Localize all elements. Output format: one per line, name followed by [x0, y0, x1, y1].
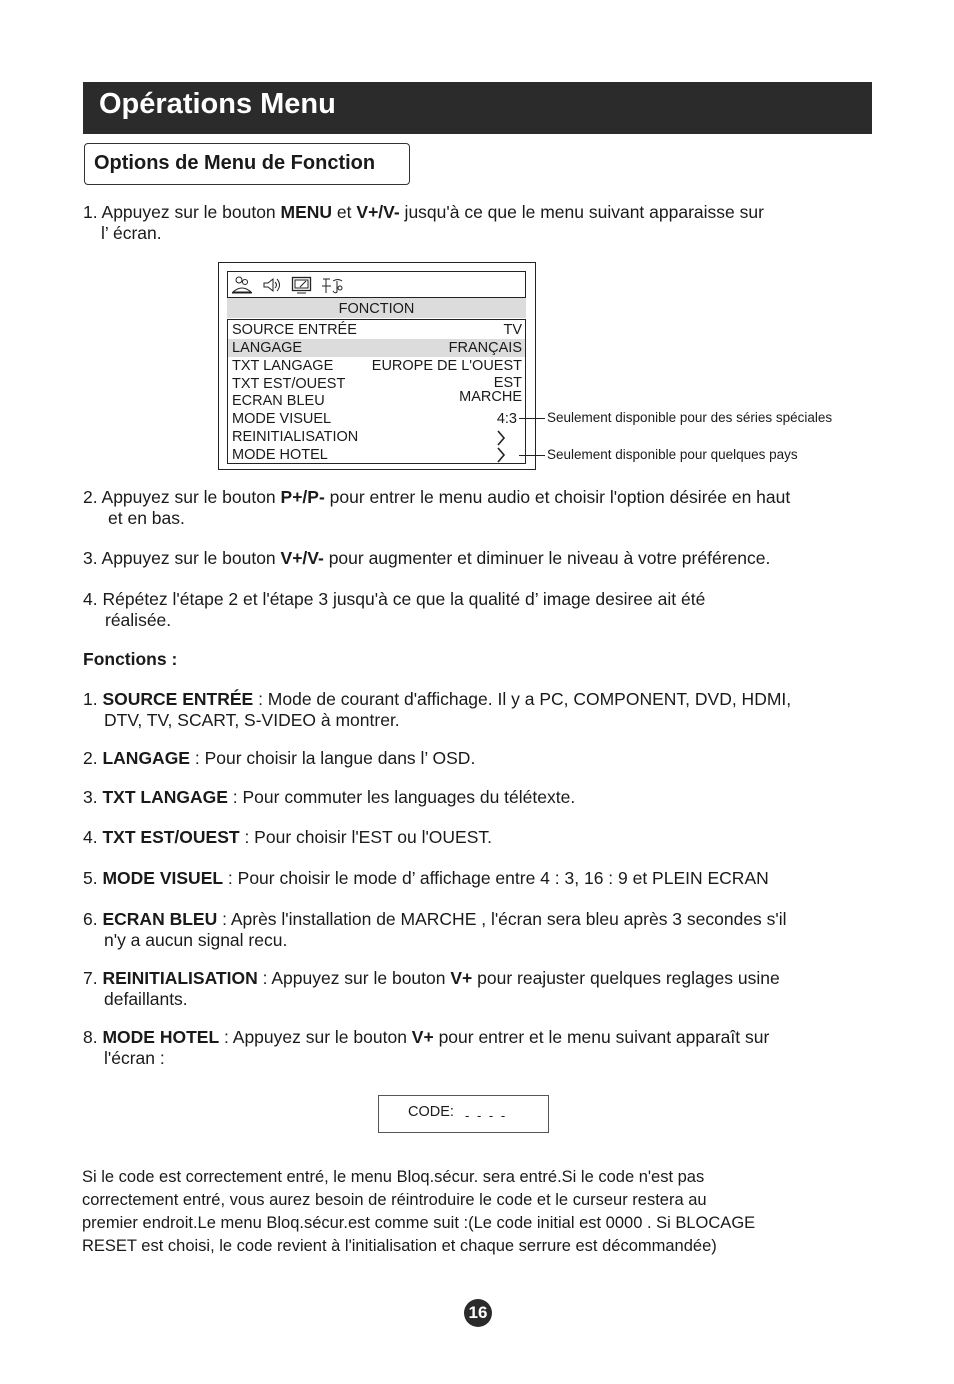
step-text: Appuyez sur le bouton [101, 548, 281, 568]
step-text: Appuyez sur le bouton [101, 487, 281, 507]
volume-key: V+/V- [280, 548, 324, 568]
function-desc: : Pour choisir l'EST ou l'OUEST. [239, 827, 493, 847]
osd-row-mode-hotel [228, 446, 525, 464]
step-text: jusqu'à ce que le menu suivant apparaisse sur [399, 202, 764, 222]
function-name: MODE HOTEL [102, 1027, 220, 1047]
page-number: 16 [464, 1299, 492, 1327]
function-desc: : Pour commuter les languages du télétexte. [227, 787, 576, 807]
item-number: 8. [83, 1027, 98, 1047]
function-item-6-line2: n'y a aucun signal recu. [104, 930, 288, 950]
menu-key: MENU [280, 202, 333, 222]
function-name: TXT EST/OUEST [102, 827, 240, 847]
footer-line-4: RESET est choisi, le code revient à l'initialisation et chaque serrure est décommandée) [82, 1237, 717, 1255]
step-number: 2. [83, 487, 98, 507]
item-number: 7. [83, 968, 98, 988]
step-1 [83, 202, 764, 223]
key-name: V+ [411, 1027, 434, 1047]
channel-key: P+/P- [280, 487, 325, 507]
osd-row-source [228, 321, 525, 339]
function-desc: pour reajuster quelques reglages usine [472, 968, 780, 988]
function-desc: : Pour choisir la langue dans l’ OSD. [189, 748, 476, 768]
screen-icon [291, 276, 313, 295]
osd-row-label: SOURCE ENTRÉE [232, 322, 357, 338]
item-number: 3. [83, 787, 98, 807]
osd-note-some-countries: Seulement disponible pour quelques pays [547, 447, 798, 462]
osd-note-special-series: Seulement disponible pour des séries spéciales [547, 410, 833, 425]
function-desc: : Après l'installation de MARCHE , l'écran sera bleu après 3 secondes s'il [217, 909, 787, 929]
note-leader-line [519, 455, 545, 456]
function-name: SOURCE ENTRÉE [102, 689, 254, 709]
page-title: Opérations Menu [99, 88, 336, 120]
function-item-2 [83, 748, 475, 769]
step-text: et [332, 202, 357, 222]
step-4-line2: réalisée. [105, 610, 172, 630]
code-entry-box [378, 1095, 549, 1133]
step-2 [83, 487, 790, 508]
function-icon [320, 276, 344, 295]
step-4 [83, 589, 705, 610]
footer-line-3: premier endroit.Le menu Bloq.sécur.est comme suit :(Le code initial est 0000 . Si BLOCAGE [82, 1214, 756, 1232]
function-item-3 [83, 787, 575, 808]
function-item-1 [83, 689, 791, 710]
section-title-box [84, 143, 410, 185]
osd-row-mode-visuel [228, 410, 525, 428]
osd-row-reinitialisation [228, 428, 525, 446]
function-desc: : Appuyez sur le bouton [219, 1027, 412, 1047]
function-item-6 [83, 909, 787, 930]
item-number: 5. [83, 868, 98, 888]
function-item-1-line2: DTV, TV, SCART, S-VIDEO à montrer. [104, 710, 400, 730]
item-number: 4. [83, 827, 98, 847]
item-number: 1. [83, 689, 98, 709]
osd-row-label: LANGAGE [232, 340, 303, 356]
function-item-5 [83, 868, 769, 889]
function-item-4 [83, 827, 492, 848]
osd-row-value: MARCHE [459, 389, 522, 405]
osd-row-label: MODE VISUEL [232, 411, 332, 427]
function-item-8 [83, 1027, 769, 1048]
function-item-7 [83, 968, 780, 989]
step-text: pour augmenter et diminuer le niveau à votre préférence. [323, 548, 771, 568]
osd-row-label: ECRAN BLEU [232, 393, 325, 409]
step-number: 3. [83, 548, 98, 568]
step-text: pour entrer le menu audio et choisir l'option désirée en haut [324, 487, 791, 507]
osd-row-label: MODE HOTEL [232, 447, 328, 463]
osd-row-label: TXT EST/OUEST [232, 376, 346, 392]
function-name: LANGAGE [102, 748, 190, 768]
function-desc: : Pour choisir le mode d’ affichage entre 4 : 3, 16 : 9 et PLEIN ECRAN [223, 868, 769, 888]
step-number: 1. [83, 202, 98, 222]
osd-row-value: 4:3 [496, 411, 517, 427]
code-placeholder: - - - - [465, 1108, 508, 1123]
step-text: Appuyez sur le bouton [101, 202, 281, 222]
osd-row-value: EUROPE DE L'OUEST [371, 358, 522, 374]
chevron-right-icon [496, 430, 506, 446]
function-name: REINITIALISATION [102, 968, 258, 988]
osd-row-value: FRANÇAIS [448, 340, 522, 356]
key-name: V+ [450, 968, 473, 988]
footer-line-2: correctement entré, vous aurez besoin de réintroduire le code et le curseur restera au [82, 1191, 707, 1209]
osd-row-label: REINITIALISATION [232, 429, 359, 445]
function-item-8-line2: l'écran : [104, 1048, 165, 1068]
osd-menu-list [227, 319, 526, 464]
step-1-line2: l’ écran. [101, 223, 162, 243]
item-number: 2. [83, 748, 98, 768]
osd-row-value: TV [503, 322, 522, 338]
picture-icon [231, 275, 253, 295]
step-3 [83, 548, 770, 569]
osd-row-txt-langage [228, 357, 525, 375]
function-name: ECRAN BLEU [102, 909, 218, 929]
sound-icon [262, 275, 284, 295]
step-number: 4. [83, 589, 98, 609]
osd-row-value: EST [493, 375, 522, 391]
page-header [83, 82, 872, 134]
function-desc: : Appuyez sur le bouton [257, 968, 451, 988]
item-number: 6. [83, 909, 98, 929]
function-name: MODE VISUEL [102, 868, 224, 888]
chevron-right-icon [496, 447, 506, 463]
volume-key: V+/V- [356, 202, 400, 222]
osd-menu-title: FONCTION [227, 298, 526, 318]
note-leader-line [519, 418, 545, 419]
function-desc: : Mode de courant d'affichage. Il y a PC, COMPONENT, DVD, HDMI, [253, 689, 792, 709]
function-name: TXT LANGAGE [102, 787, 228, 807]
step-2-line2: et en bas. [108, 508, 185, 528]
code-label: CODE: [408, 1104, 454, 1120]
footer-line-1: Si le code est correctement entré, le menu Bloq.sécur. sera entré.Si le code n'est pas [82, 1168, 705, 1186]
functions-heading: Fonctions : [83, 649, 178, 669]
section-title: Options de Menu de Fonction [94, 152, 376, 174]
function-desc: pour entrer et le menu suivant apparaît sur [433, 1027, 770, 1047]
function-item-7-line2: defaillants. [104, 989, 188, 1009]
osd-icon-bar [227, 271, 526, 298]
osd-row-ecran-bleu [228, 389, 525, 410]
osd-row-label: TXT LANGAGE [232, 358, 334, 374]
step-text: Répétez l'étape 2 et l'étape 3 jusqu'à ce que la qualité d’ image desiree ait été [102, 589, 706, 609]
osd-row-langage [228, 339, 525, 357]
